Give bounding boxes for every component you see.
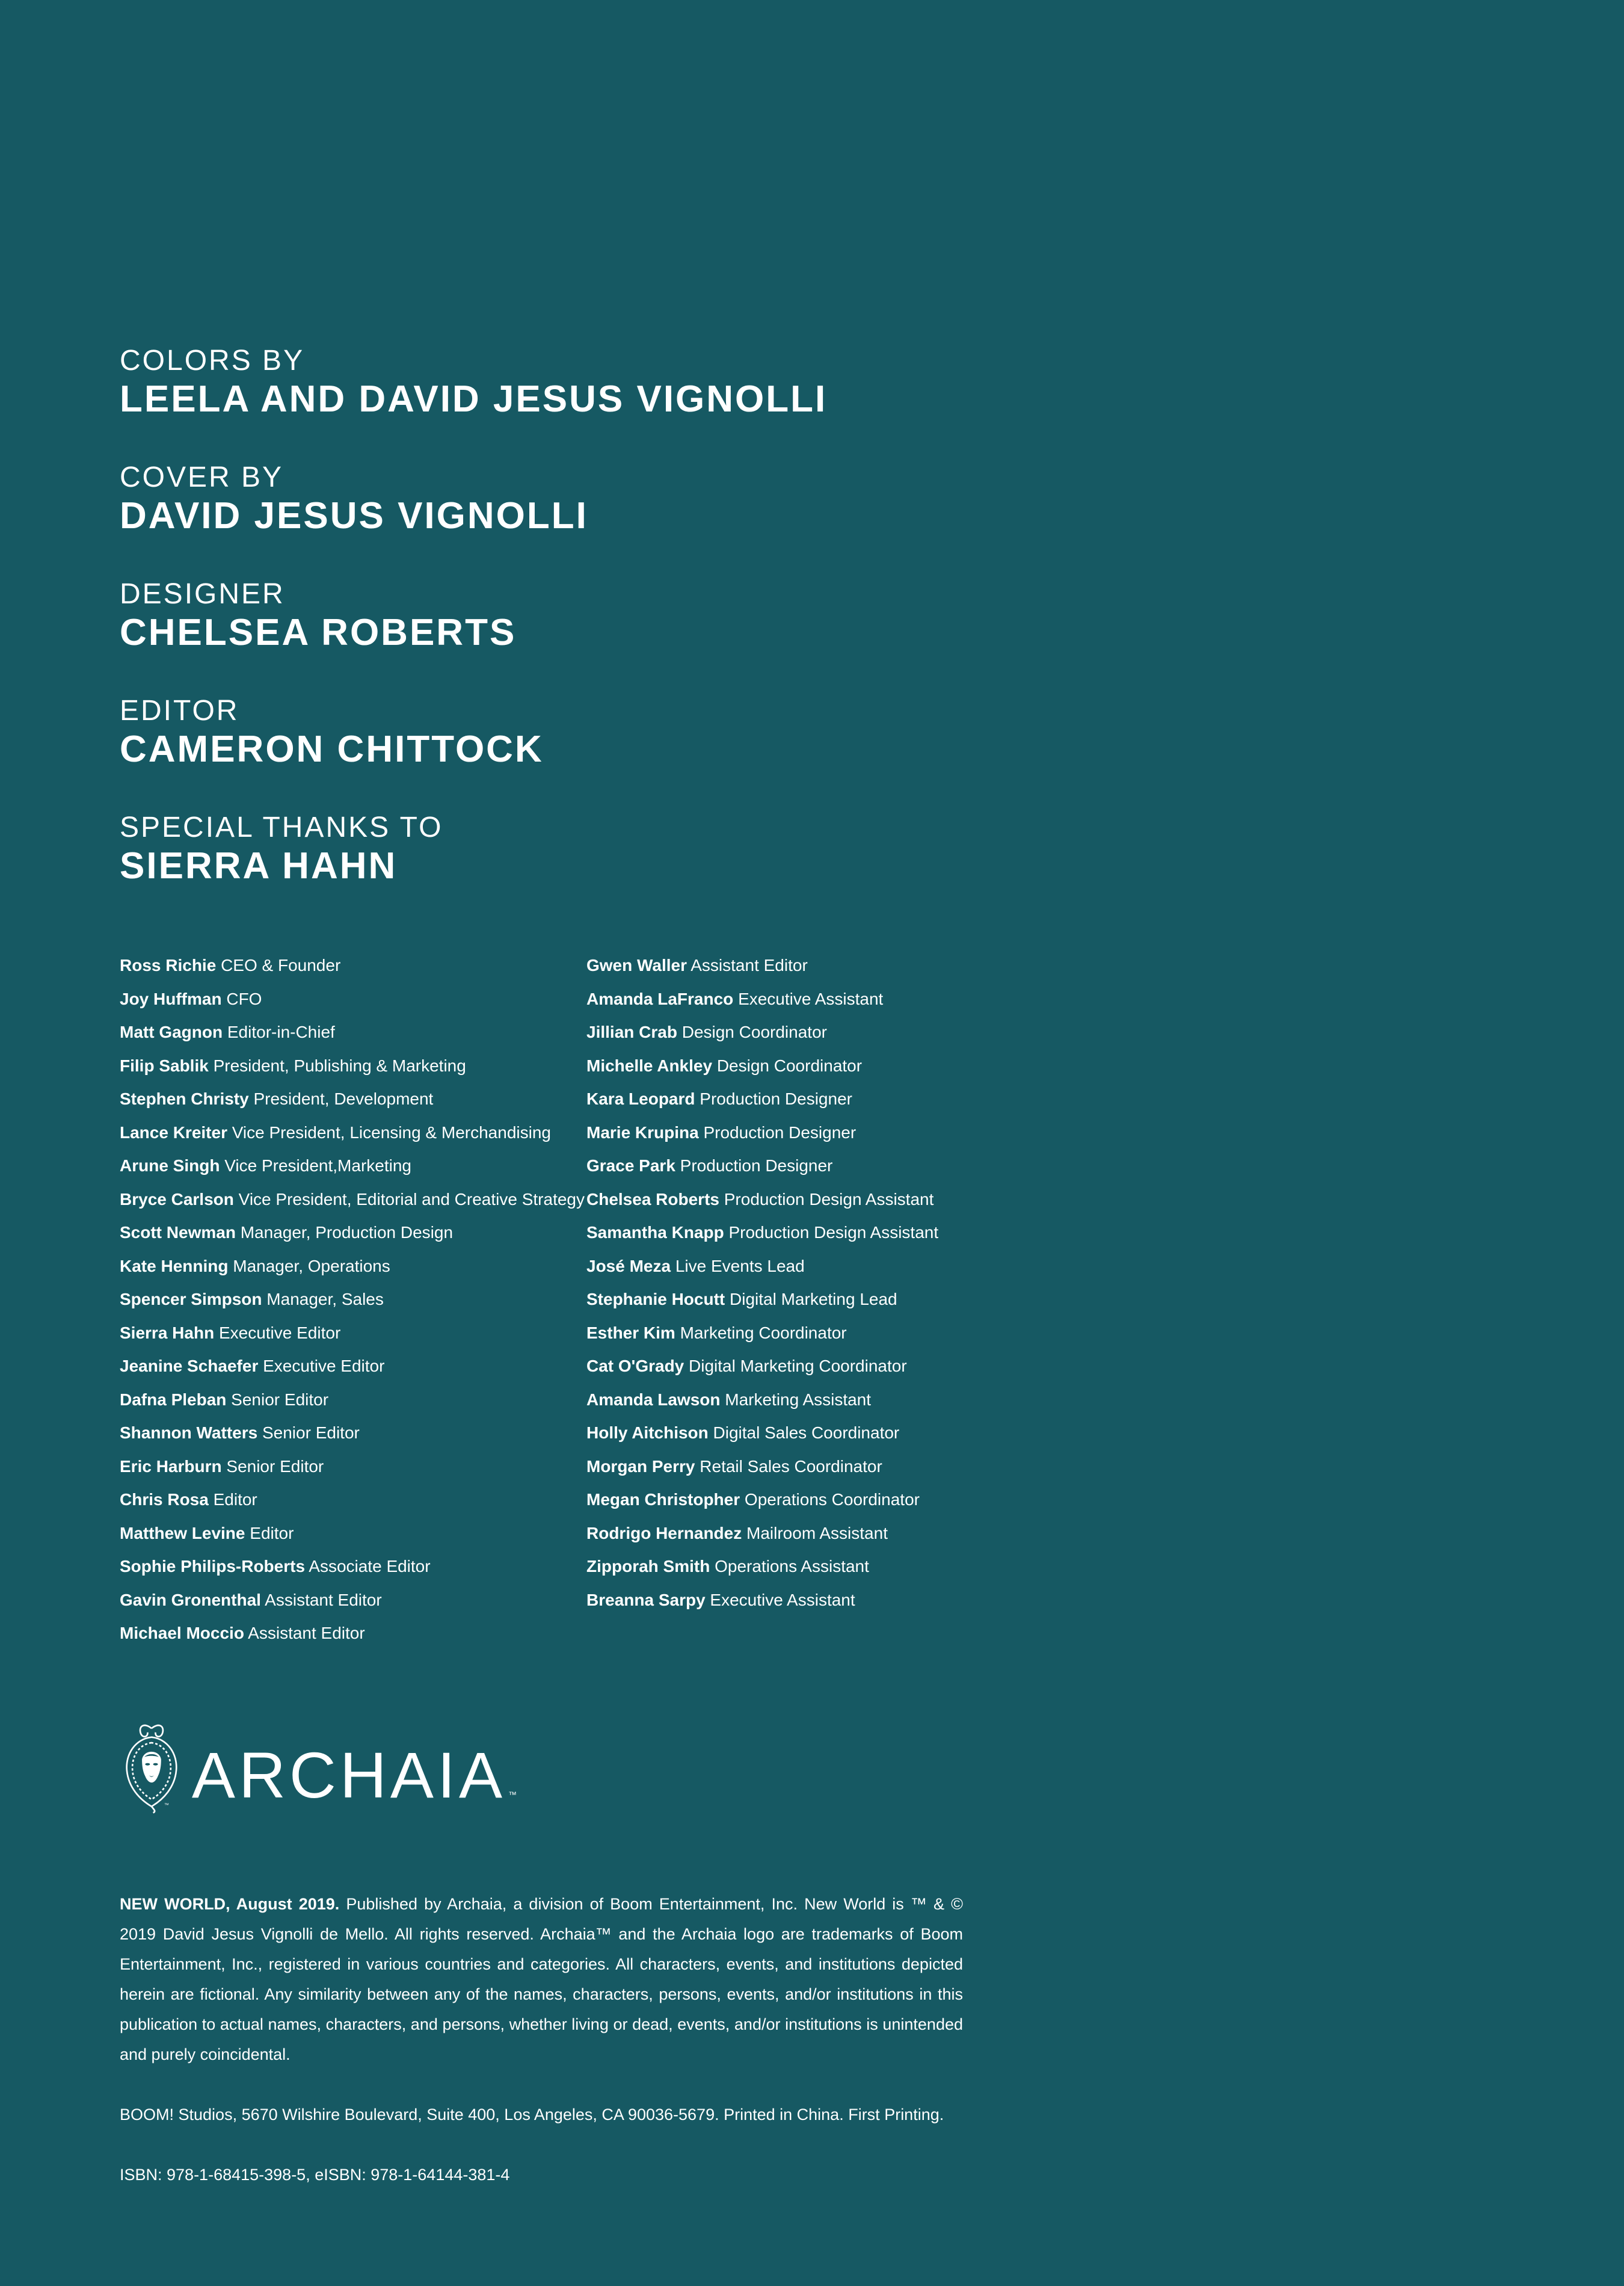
credit-role: SPECIAL THANKS TO xyxy=(120,812,443,843)
staff-title: CFO xyxy=(226,989,262,1008)
isbn-line: ISBN: 978-1-68415-398-5, eISBN: 978-1-64144-381-4 xyxy=(120,2166,510,2184)
staff-name: Esther Kim xyxy=(586,1323,675,1342)
staff-entry xyxy=(586,1149,1053,1183)
staff-title: Editor xyxy=(213,1490,257,1509)
staff-entry xyxy=(120,1383,586,1417)
staff-name: Jillian Crab xyxy=(586,1023,677,1041)
copyright-paragraph xyxy=(120,1889,963,2069)
staff-name: Arune Singh xyxy=(120,1156,220,1175)
staff-entry xyxy=(586,1249,1053,1283)
staff-name: Chelsea Roberts xyxy=(586,1189,719,1209)
staff-entry xyxy=(586,1183,1053,1216)
staff-entry xyxy=(120,1583,586,1617)
staff-title: Manager, Sales xyxy=(266,1290,384,1308)
staff-entry xyxy=(586,1583,1053,1617)
staff-name: Megan Christopher xyxy=(586,1490,740,1509)
staff-name: Kara Leopard xyxy=(586,1089,695,1108)
staff-title: Production Designer xyxy=(680,1156,833,1175)
staff-name: Sophie Philips-Roberts xyxy=(120,1557,306,1576)
staff-name: Filip Sablik xyxy=(120,1056,209,1075)
credit-designer xyxy=(120,578,1022,655)
staff-title: President, Development xyxy=(253,1089,434,1108)
staff-title: Vice President, Licensing & Merchandising xyxy=(232,1123,551,1142)
staff-entry xyxy=(586,1550,1053,1583)
staff-title: Production Designer xyxy=(700,1089,852,1108)
staff-title: Digital Marketing Lead xyxy=(730,1290,897,1308)
staff-column-right xyxy=(586,949,1053,1650)
credit-name: CHELSEA ROBERTS xyxy=(120,612,517,653)
staff-name: Shannon Watters xyxy=(120,1423,258,1442)
staff-entry xyxy=(120,982,586,1016)
staff-title: Production Design Assistant xyxy=(728,1223,939,1242)
credit-colors xyxy=(120,344,1022,421)
staff-name: Michelle Ankley xyxy=(586,1056,713,1075)
staff-title: Manager, Production Design xyxy=(240,1223,454,1242)
staff-entry xyxy=(120,1283,586,1316)
staff-entry xyxy=(586,1015,1053,1049)
staff-entry xyxy=(586,1216,1053,1249)
credit-role: COVER BY xyxy=(120,461,284,493)
logo-trademark: ™ xyxy=(508,1790,517,1799)
credit-role: COLORS BY xyxy=(120,345,305,377)
staff-name: Amanda Lawson xyxy=(586,1390,721,1409)
credit-name: DAVID JESUS VIGNOLLI xyxy=(120,495,588,537)
staff-title: Mailroom Assistant xyxy=(746,1523,888,1542)
staff-title: Live Events Lead xyxy=(675,1256,805,1275)
staff-name: Rodrigo Hernandez xyxy=(586,1523,742,1542)
staff-column-left xyxy=(120,949,586,1650)
staff-title: Executive Editor xyxy=(263,1357,385,1375)
staff-entry xyxy=(586,1316,1053,1350)
staff-name: Lance Kreiter xyxy=(120,1123,227,1142)
credit-special-thanks xyxy=(120,811,1022,888)
staff-entry xyxy=(120,1216,586,1249)
staff-name: Breanna Sarpy xyxy=(586,1590,706,1609)
staff-name: Chris Rosa xyxy=(120,1490,209,1509)
staff-entry xyxy=(120,1116,586,1150)
staff-name: Jeanine Schaefer xyxy=(120,1357,259,1375)
staff-entry xyxy=(120,1349,586,1383)
staff-entry xyxy=(586,982,1053,1016)
staff-name: Scott Newman xyxy=(120,1223,236,1242)
staff-entry xyxy=(586,1416,1053,1450)
staff-entry xyxy=(120,1082,586,1116)
staff-entry xyxy=(120,1616,586,1650)
staff-name: Dafna Pleban xyxy=(120,1390,227,1409)
staff-title: Operations Assistant xyxy=(715,1557,869,1576)
staff-name: Bryce Carlson xyxy=(120,1189,234,1209)
staff-directory xyxy=(120,949,1058,1650)
staff-name: Zipporah Smith xyxy=(586,1557,710,1576)
staff-entry xyxy=(120,1149,586,1183)
staff-name: Sierra Hahn xyxy=(120,1323,215,1342)
staff-title: Executive Editor xyxy=(218,1323,341,1342)
staff-entry xyxy=(586,1116,1053,1150)
staff-title: Executive Assistant xyxy=(738,989,884,1008)
archaia-logo xyxy=(120,1698,517,1837)
credit-name: LEELA AND DAVID JESUS VIGNOLLI xyxy=(120,378,828,420)
staff-title: Assistant Editor xyxy=(691,956,808,975)
legal-notice xyxy=(120,1889,963,2220)
staff-name: Spencer Simpson xyxy=(120,1290,262,1308)
staff-entry xyxy=(586,1483,1053,1517)
staff-entry xyxy=(586,1283,1053,1316)
staff-title: Marketing Assistant xyxy=(725,1390,872,1409)
staff-title: President, Publishing & Marketing xyxy=(213,1056,466,1075)
staff-title: Associate Editor xyxy=(309,1557,431,1576)
staff-name: Eric Harburn xyxy=(120,1456,222,1476)
staff-entry xyxy=(120,1416,586,1450)
staff-name: Kate Henning xyxy=(120,1256,229,1275)
staff-entry xyxy=(120,1183,586,1216)
staff-name: Grace Park xyxy=(586,1156,675,1175)
archaia-medusa-emblem-icon xyxy=(120,1698,183,1837)
staff-name: Stephen Christy xyxy=(120,1089,249,1108)
emblem-tm: ™ xyxy=(164,1802,170,1808)
credit-cover xyxy=(120,461,1022,538)
staff-title: Senior Editor xyxy=(231,1390,329,1409)
staff-entry xyxy=(586,1049,1053,1083)
staff-name: Holly Aitchison xyxy=(586,1423,709,1442)
staff-title: CEO & Founder xyxy=(221,956,341,975)
staff-entry xyxy=(120,1015,586,1049)
staff-name: Marie Krupina xyxy=(586,1123,699,1142)
staff-entry xyxy=(586,1349,1053,1383)
staff-title: Design Coordinator xyxy=(681,1023,827,1041)
staff-title: Operations Coordinator xyxy=(744,1490,920,1509)
staff-title: Manager, Operations xyxy=(233,1256,390,1275)
credits-section xyxy=(120,344,1022,928)
staff-entry xyxy=(586,1450,1053,1483)
staff-title: Digital Marketing Coordinator xyxy=(689,1357,907,1375)
staff-title: Editor xyxy=(250,1523,294,1542)
publisher-address: BOOM! Studios, 5670 Wilshire Boulevard, Suite 400, Los Angeles, CA 90036-5679. Printed in China. First Printing. xyxy=(120,2106,944,2124)
staff-title: Senior Editor xyxy=(262,1423,360,1442)
staff-name: Michael Moccio xyxy=(120,1624,244,1642)
staff-title: Production Designer xyxy=(703,1123,857,1142)
title-date: NEW WORLD, August 2019. xyxy=(120,1895,340,1913)
staff-entry xyxy=(120,1316,586,1350)
staff-entry xyxy=(120,1249,586,1283)
credit-role: DESIGNER xyxy=(120,578,285,610)
staff-name: José Meza xyxy=(586,1256,671,1275)
staff-entry xyxy=(120,1550,586,1583)
staff-name: Matthew Levine xyxy=(120,1523,245,1542)
staff-name: Cat O'Grady xyxy=(586,1357,684,1375)
staff-title: Marketing Coordinator xyxy=(680,1323,847,1342)
staff-title: Digital Sales Coordinator xyxy=(713,1423,900,1442)
staff-title: Executive Assistant xyxy=(710,1590,855,1609)
staff-entry xyxy=(120,949,586,982)
credit-name: CAMERON CHITTOCK xyxy=(120,729,544,770)
staff-entry xyxy=(586,949,1053,982)
staff-entry xyxy=(586,1082,1053,1116)
staff-entry xyxy=(120,1483,586,1517)
copyright-text: Published by Archaia, a division of Boom Entertainment, Inc. New World is ™ & © 2019 David Jesus Vignolli de Mello. All rights reserved. Archaia™ and the Archaia logo are trademarks of Boom Entertainment, Inc., registered in various countries and categories. All characters, events, and institutions depicted herein are fictional. Any similarity between any of the names, characters, persons, events, and/or institutions in this publication to actual names, characters, and persons, whether living or dead, events, and/or institutions is unintended and purely coincidental. xyxy=(120,1895,963,2063)
staff-entry xyxy=(586,1517,1053,1550)
staff-name: Matt Gagnon xyxy=(120,1023,223,1041)
staff-title: Editor-in-Chief xyxy=(227,1023,335,1041)
staff-title: Design Coordinator xyxy=(716,1056,863,1075)
staff-title: Vice President,Marketing xyxy=(224,1156,411,1175)
staff-name: Gwen Waller xyxy=(586,956,687,975)
staff-title: Assistant Editor xyxy=(265,1590,382,1609)
staff-title: Assistant Editor xyxy=(248,1624,365,1642)
staff-entry xyxy=(120,1517,586,1550)
credit-name: SIERRA HAHN xyxy=(120,845,398,887)
staff-entry xyxy=(120,1049,586,1083)
staff-name: Stephanie Hocutt xyxy=(586,1290,725,1308)
staff-name: Ross Richie xyxy=(120,956,217,975)
staff-title: Vice President, Editorial and Creative Strategy xyxy=(238,1189,585,1209)
staff-name: Gavin Gronenthal xyxy=(120,1590,261,1609)
logo-wordmark: ARCHAIA xyxy=(191,1738,506,1811)
staff-entry xyxy=(586,1383,1053,1417)
staff-entry xyxy=(120,1450,586,1483)
staff-name: Joy Huffman xyxy=(120,989,222,1008)
staff-name: Samantha Knapp xyxy=(586,1223,724,1242)
credit-editor xyxy=(120,694,1022,771)
staff-name: Morgan Perry xyxy=(586,1456,695,1476)
staff-title: Senior Editor xyxy=(226,1456,324,1476)
staff-name: Amanda LaFranco xyxy=(586,989,734,1008)
staff-title: Retail Sales Coordinator xyxy=(700,1456,882,1476)
staff-title: Production Design Assistant xyxy=(724,1189,934,1209)
credit-role: EDITOR xyxy=(120,695,239,727)
